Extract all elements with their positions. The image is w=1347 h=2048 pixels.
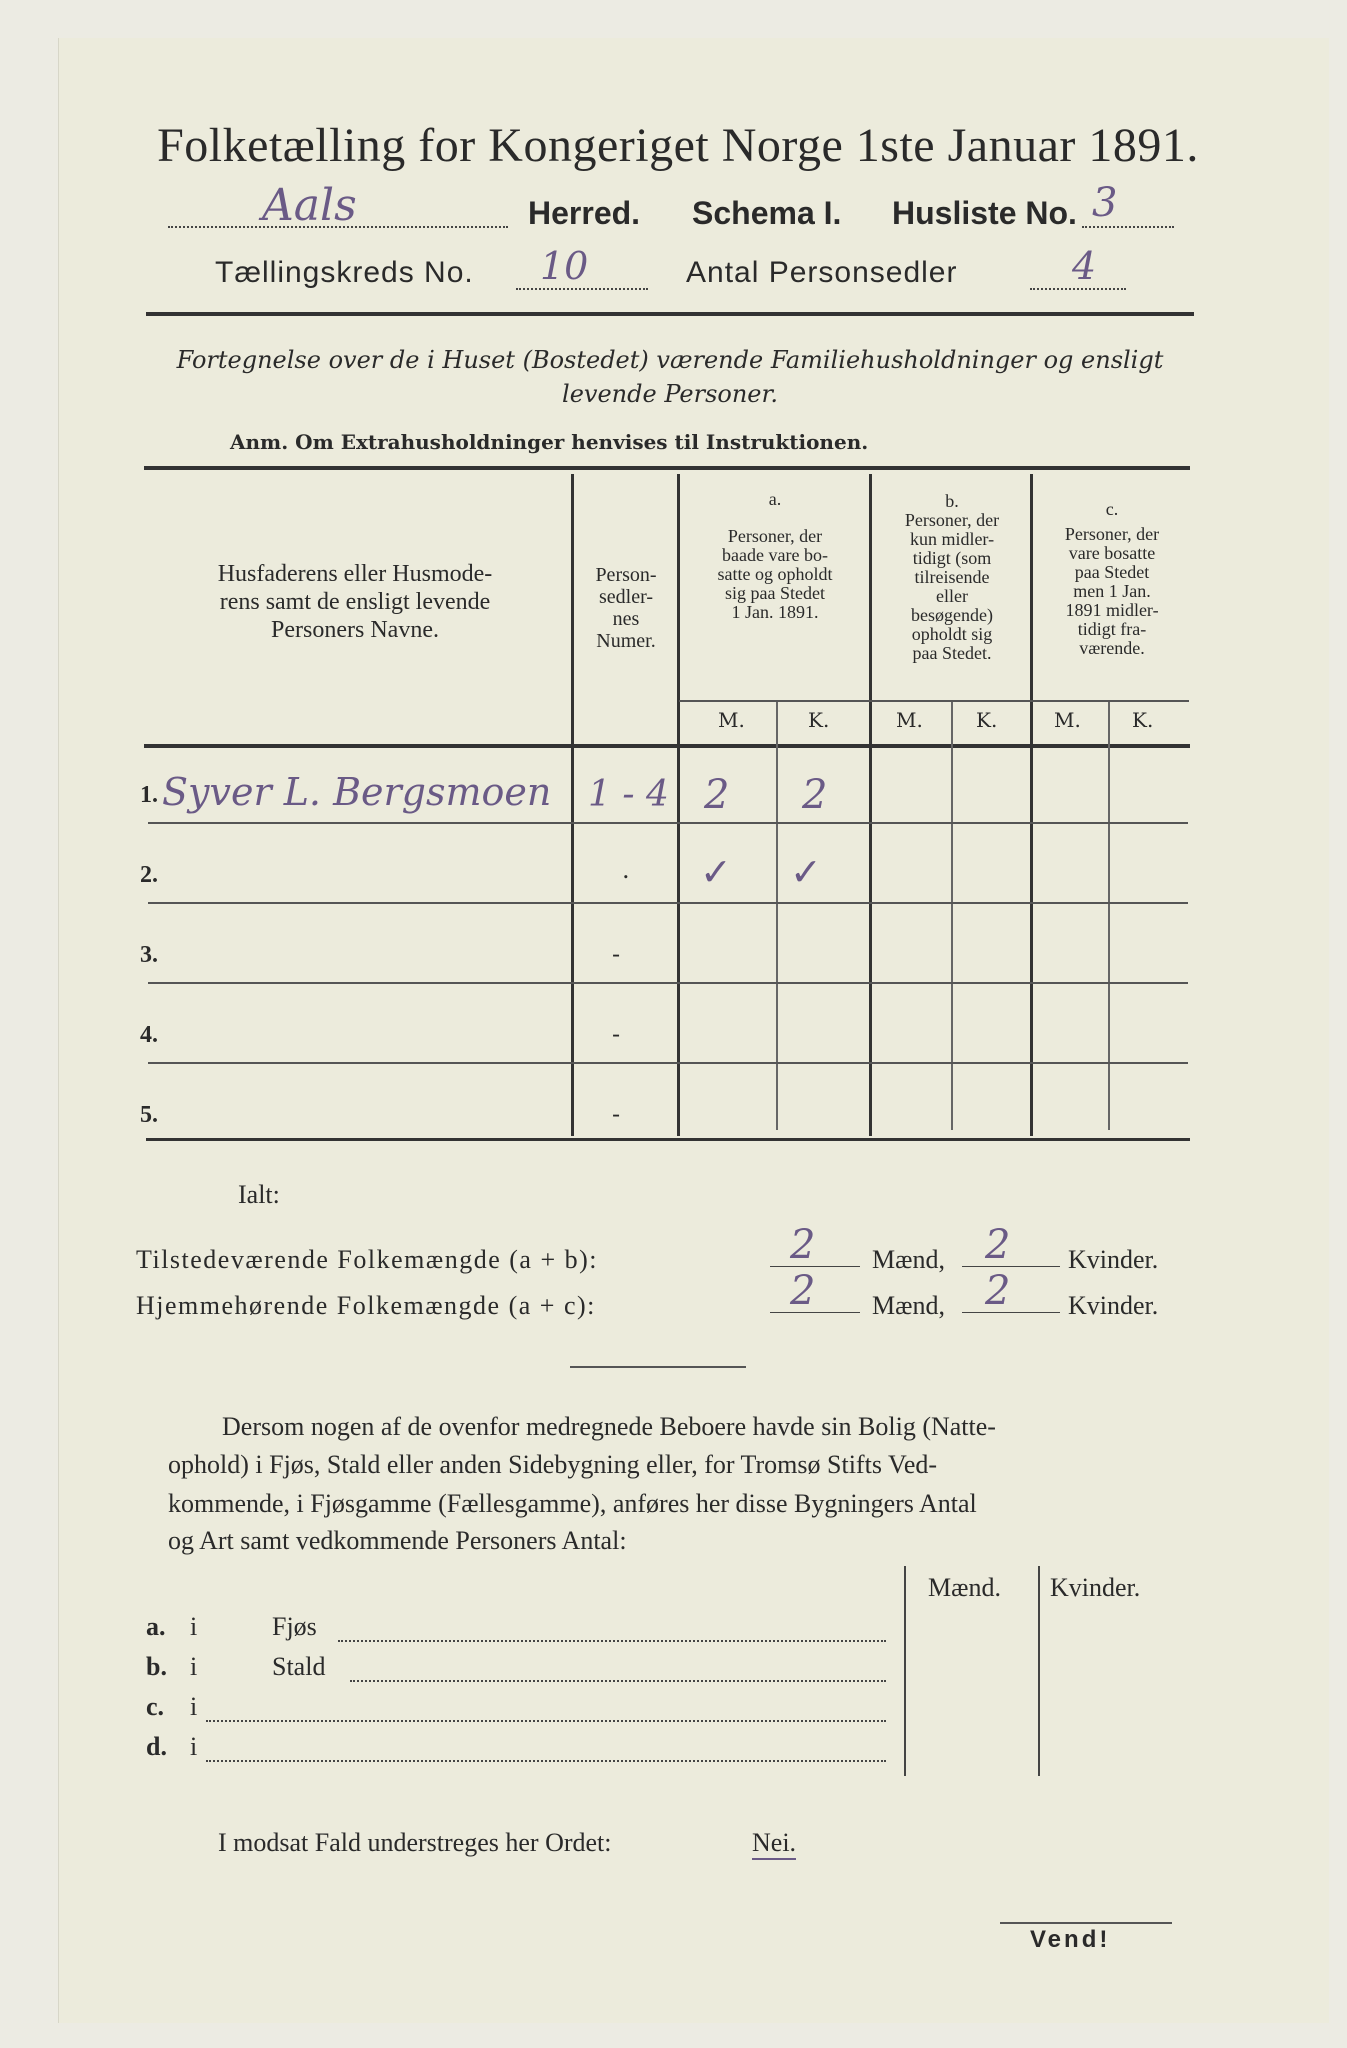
row-name: Syver L. Bergsmoen: [162, 770, 552, 814]
building-dots: [206, 1694, 886, 1722]
table-top-rule: [144, 466, 1190, 470]
paragraph-line2: ophold) i Fjøs, Stald eller anden Sidebygning eller, for Tromsø Stifts Ved-: [168, 1450, 938, 1479]
building-letter: d.: [146, 1732, 167, 1761]
tilstede-label: Tilstedeværende Folkemængde (a + b):: [136, 1245, 598, 1274]
ialt-label: Ialt:: [238, 1180, 280, 1209]
row-number: 1.: [140, 782, 158, 808]
anm-note: Anm. Om Extrahusholdninger henvises til Instruktionen.: [230, 430, 869, 454]
a-mk-divider: [776, 700, 778, 1130]
schema-label: Schema I.: [692, 195, 842, 231]
tilstede-kvinder-value: 2: [985, 1222, 1011, 1268]
paragraph-line4: og Art samt vedkommende Personers Antal:: [168, 1526, 627, 1555]
b-k-label: K.: [976, 708, 998, 732]
tilstede-maend-label: Mænd,: [872, 1245, 945, 1274]
nei-word: Nei.: [752, 1828, 796, 1860]
col-divider-3: [869, 474, 872, 1136]
col-divider-4: [1030, 474, 1033, 1136]
header-rule: [146, 312, 1194, 316]
paragraph-line3: kommende, i Fjøsgamme (Fællesgamme), anføres her disse Bygningers Antal: [168, 1489, 977, 1518]
vend-rule: [1000, 1922, 1172, 1924]
hjemme-maend-label: Mænd,: [872, 1291, 945, 1320]
buildings-maend-header: Mænd.: [928, 1573, 1001, 1602]
building-letter: a.: [146, 1612, 166, 1641]
kreds-label: Tællingskreds No.: [215, 256, 474, 289]
row-a-k: 2: [802, 772, 828, 818]
kreds-value: 10: [540, 244, 589, 288]
building-i: i: [190, 1652, 198, 1681]
row-number: 2.: [140, 862, 158, 888]
row-person-numbers: -: [612, 1020, 621, 1048]
section-divider: [570, 1366, 746, 1368]
b-m-label: M.: [896, 708, 923, 732]
row-number: 5.: [140, 1102, 158, 1128]
hjemme-k-line: [962, 1286, 1060, 1313]
c-mk-divider: [1108, 700, 1110, 1130]
buildings-kvinder-header: Kvinder.: [1050, 1573, 1141, 1602]
building-i: i: [190, 1612, 198, 1641]
a-k-label: K.: [808, 708, 830, 732]
row-line-4: [148, 1062, 1188, 1064]
col-name-header: Husfaderens eller Husmode- rens samt de ensligt levende Personers Navne.: [217, 561, 493, 643]
vend-label: Vend!: [1030, 1926, 1111, 1953]
col-c-header: c. Personer, der vare bosatte paa Stedet men 1 Jan. 1891 midler- tidigt fra- værende.: [1064, 499, 1160, 658]
row-a-k: ✓: [790, 850, 822, 894]
row-person-numbers: .: [622, 856, 630, 884]
hjemme-kvinder-value: 2: [985, 1268, 1011, 1314]
col-num-header: Person- sedler- nes Numer.: [595, 564, 657, 652]
antal-label: Antal Personsedler: [686, 256, 958, 289]
building-i: i: [190, 1692, 198, 1721]
c-m-label: M.: [1054, 708, 1081, 732]
herred-value: Aals: [262, 180, 357, 231]
tilstede-kvinder-label: Kvinder.: [1068, 1245, 1159, 1274]
building-dots: [338, 1614, 886, 1642]
row-a-m: ✓: [700, 850, 732, 894]
row-person-numbers: -: [612, 1100, 621, 1128]
tilstede-k-line: [962, 1240, 1060, 1267]
col-divider-2: [677, 474, 680, 1136]
row-line-2: [148, 902, 1188, 904]
building-label: Fjøs: [272, 1612, 317, 1641]
herred-label: Herred.: [528, 195, 641, 231]
buildings-divider-2: [1038, 1566, 1040, 1776]
hjemme-kvinder-label: Kvinder.: [1068, 1291, 1159, 1320]
census-form-sheet: [58, 38, 1329, 2023]
col-divider-1: [571, 474, 574, 1136]
col-b-header: b. Personer, der kun midler- tidigt (som tilreisende eller besøgende) opholdt sig paa Stedet.: [904, 491, 1000, 663]
row-number: 3.: [140, 942, 158, 968]
intro-line1: Fortegnelse over de i Huset (Bostedet) værende Familiehusholdninger og ensligt: [176, 346, 1164, 374]
table-bottom-rule: [146, 1138, 1190, 1141]
mk-header-line: [679, 700, 1189, 702]
hjemme-label: Hjemmehørende Folkemængde (a + c):: [136, 1291, 596, 1320]
building-dots: [206, 1734, 886, 1762]
table-head-rule: [144, 744, 1190, 748]
row-person-numbers: 1 - 4: [588, 774, 669, 815]
form-title: Folketælling for Kongeriget Norge 1ste Januar 1891.: [157, 119, 1199, 172]
husliste-value: 3: [1092, 180, 1118, 226]
col-a-header: a. Personer, der baade vare bo- satte og opholdt sig paa Stedet 1 Jan. 1891.: [717, 489, 833, 622]
building-letter: c.: [146, 1692, 165, 1721]
row-person-numbers: -: [612, 940, 621, 968]
tilstede-maend-value: 2: [790, 1222, 816, 1268]
a-m-label: M.: [718, 708, 745, 732]
building-dots: [350, 1654, 886, 1682]
intro-line2: levende Personer.: [562, 380, 778, 408]
building-label: Stald: [272, 1652, 326, 1681]
building-letter: b.: [146, 1652, 167, 1681]
row-a-m: 2: [704, 772, 730, 818]
c-k-label: K.: [1132, 708, 1154, 732]
antal-value: 4: [1072, 244, 1097, 288]
paragraph-line1: Dersom nogen af de ovenfor medregnede Beboere havde sin Bolig (Natte-: [222, 1412, 996, 1441]
husliste-label: Husliste No.: [892, 195, 1077, 231]
b-mk-divider: [951, 700, 953, 1130]
modsat-text: I modsat Fald understreges her Ordet:: [218, 1828, 612, 1857]
building-i: i: [190, 1732, 198, 1761]
row-line-1: [148, 822, 1188, 824]
hjemme-maend-value: 2: [790, 1268, 816, 1314]
row-number: 4.: [140, 1022, 158, 1048]
row-line-3: [148, 982, 1188, 984]
buildings-divider-1: [904, 1566, 906, 1776]
